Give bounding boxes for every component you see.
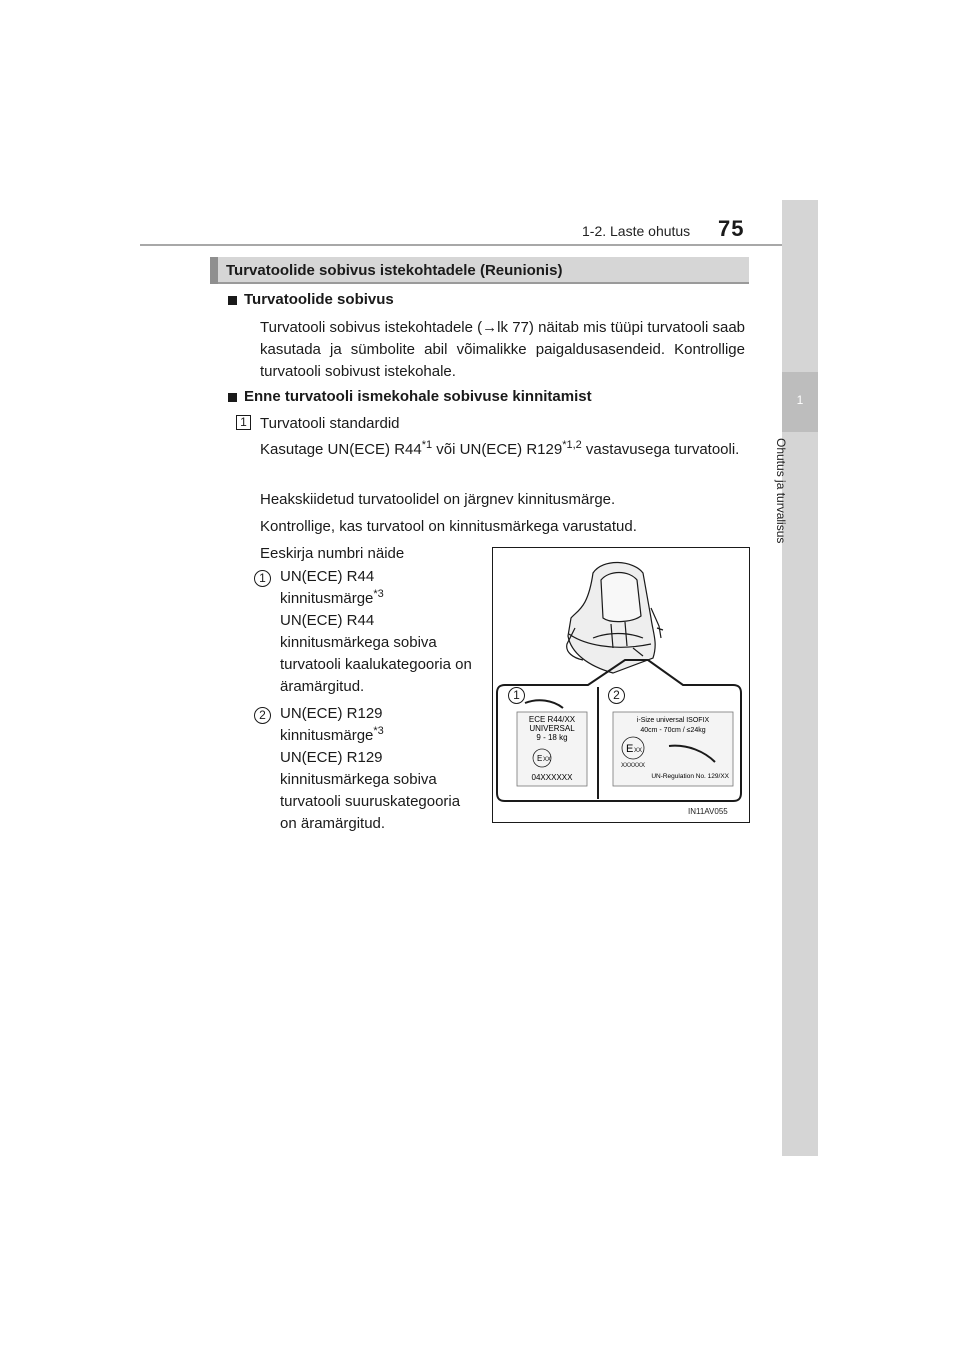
r44-e-mark: E <box>537 754 543 763</box>
text-run: vastavusega turvatooli. <box>581 441 740 458</box>
subsection-title: Enne turvatooli ismekohale sobivuse kinnitamist <box>244 388 592 405</box>
figure-code: IN11AV055 <box>688 807 728 816</box>
paragraph: Heakskiidetud turvatoolidel on järgnev kinnitusmärge. <box>260 491 616 508</box>
child-seat-icon <box>567 562 663 673</box>
footnote-ref: *3 <box>373 725 384 737</box>
paragraph: Turvatooli sobivus istekohtadele (→lk 77) näitab mis tüüpi turvatooli saab kasutada ja sümbolite abil võimalikke paigaldusasendeid. Kontrollige turvatooli sobivust istekohale. <box>260 319 745 380</box>
bullet-square-icon <box>228 393 237 402</box>
chapter-side-tab <box>782 200 818 1156</box>
item-title: UN(ECE) R129 kinnitusmärge$^{*3}$ <box>280 705 384 744</box>
r129-text: 40cm - 70cm / ≤24kg <box>640 727 706 734</box>
r129-text: i-Size universal ISOFIX <box>636 717 710 724</box>
r44-e-mark-sub: XX <box>543 757 552 763</box>
bullet-square-icon <box>228 296 237 305</box>
arrow-icon <box>525 700 563 708</box>
item-title: UN(ECE) R44 kinnitusmärge$^{*3}$ <box>280 568 384 607</box>
figure-child-seat-labels <box>492 547 750 823</box>
chapter-title: Ohutus ja turvalisus <box>774 438 788 544</box>
paragraph <box>260 439 745 461</box>
header-rule <box>140 244 818 246</box>
chapter-number: 1 <box>796 393 804 407</box>
list-item <box>280 703 480 835</box>
r129-regulation: UN-Regulation No. 129/XX <box>651 773 729 780</box>
paragraph: Eeskirja numbri näide <box>260 545 405 562</box>
r44-number: 04XXXXXX <box>531 773 573 782</box>
item-number-circle: 1 <box>254 570 271 587</box>
section-heading-accent <box>210 257 218 284</box>
r129-e-mark-sub: XX <box>634 748 643 754</box>
text-run: Kasutage UN(ECE) R44 <box>260 441 422 458</box>
r44-text: 9 - 18 kg <box>536 733 568 742</box>
child-seat-illustration <box>493 548 749 822</box>
subsection-title: Turvatoolide sobivus <box>244 291 394 308</box>
footnote-ref: *1,2 <box>562 439 582 451</box>
item-description: UN(ECE) R44 kinnitusmärkega sobiva turvatooli kaalukategooria on äramärgitud. <box>280 612 472 695</box>
list-item <box>280 566 480 698</box>
r44-text: ECE R44/XX <box>528 715 576 724</box>
figure-callout-2: 2 <box>608 687 625 704</box>
footnote-ref: *3 <box>373 588 384 600</box>
text-run: või UN(ECE) R129 <box>432 441 563 458</box>
r44-text: UNIVERSAL <box>529 724 575 733</box>
r129-number: XXXXXX <box>621 763 646 769</box>
step-title: Turvatooli standardid <box>260 415 400 432</box>
page-number: 75 <box>718 216 745 241</box>
header-section-label: 1-2. Laste ohutus <box>582 223 691 239</box>
r129-e-mark: E <box>626 743 634 755</box>
item-number-circle: 2 <box>254 707 271 724</box>
figure-callout-1: 1 <box>508 687 525 704</box>
footnote-ref: *1 <box>421 439 433 451</box>
paragraph: Kontrollige, kas turvatool on kinnitusmärkega varustatud. <box>260 518 637 535</box>
step-number-box: 1 <box>236 415 251 430</box>
section-title: Turvatoolide sobivus istekohtadele (Reunionis) <box>226 262 563 279</box>
item-description: UN(ECE) R129 kinnitusmärkega sobiva turvatooli suuruskategooria on äramärgitud. <box>280 749 461 832</box>
